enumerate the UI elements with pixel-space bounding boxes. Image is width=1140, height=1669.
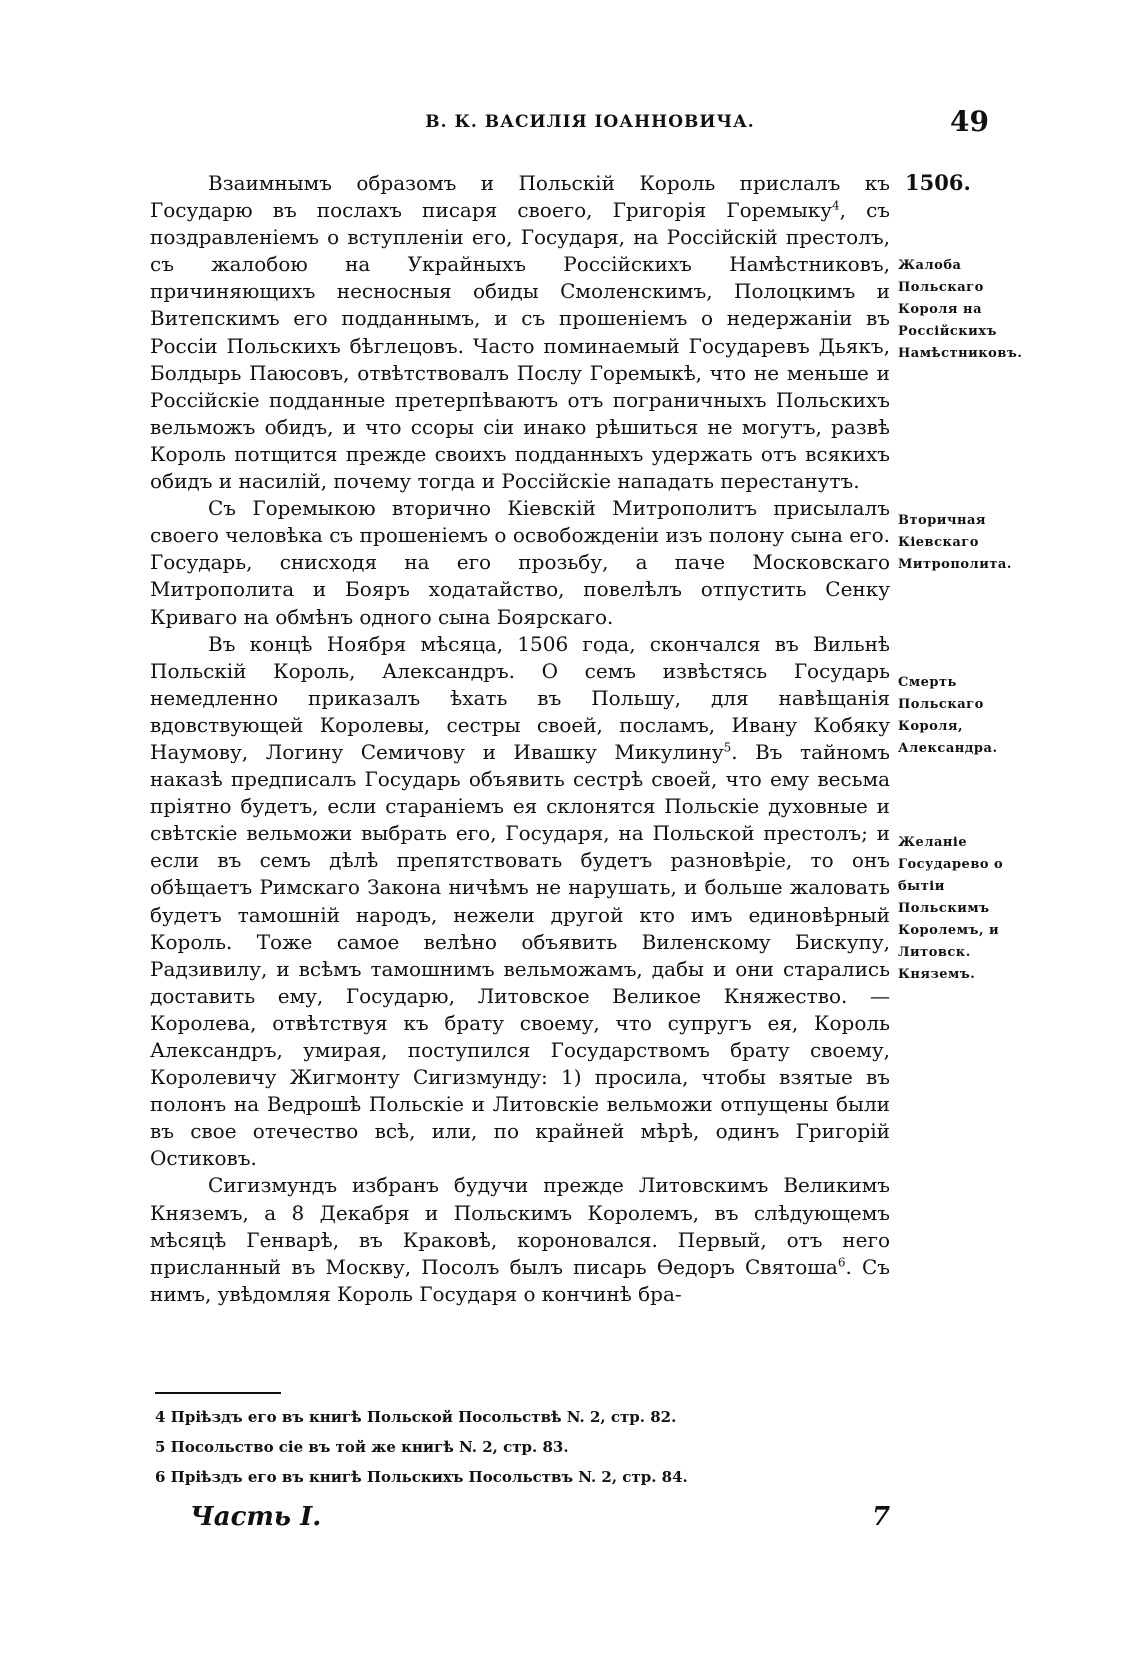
- page-number: 49: [950, 105, 989, 138]
- side-note: Вторичная Кіевскаго Митрополита.: [898, 513, 1012, 572]
- side-note: Смерть Польскаго Короля, Александра.: [898, 675, 998, 756]
- paragraph: Взаимнымъ образомъ и Польскій Король прислалъ къ Государю въ послахъ писаря своего, Григорія Горемыку$^4$, съ поздравленіемъ о вступленіи его, Государя, на Россійскій престолъ, съ жалобою на Украйныхъ Россійскихъ Намѣстниковъ, причиняющихъ несносныя обиды Смоленскимъ, Полоцкимъ и Витепскимъ его подданнымъ, и съ прошеніемъ о недержаніи въ Россіи Польскихъ бѣглецовъ. Часто поминаемый Государевъ Дьякъ, Болдырь Паюсовъ, отвѣтствовалъ Послу Горемыкѣ, что не меньше и Россійскіе подданные претерпѣваютъ отъ пограничныхъ Польскихъ вельможъ обидъ, и что ссоры сіи инако рѣшиться не могутъ, развѣ Король потщится прежде своихъ подданныхъ удержать отъ всякихъ обидъ и насилій, почему тогда и Россійскіе нападать перестанутъ.: [150, 171, 890, 494]
- footnote-ref: 5: [723, 740, 732, 755]
- paragraph: Сигизмундъ избранъ будучи прежде Литовскимъ Великимъ Княземъ, а 8 Декабря и Польскимъ Королемъ, въ слѣдующемъ мѣсяцѣ Генварѣ, въ Краковѣ, короновался. Первый, отъ него присланный въ Москву, Посолъ былъ писарь Ѳедоръ Святоша$^6$. Съ нимъ, увѣдомляя Король Государя о кончинѣ бра-: [150, 1173, 890, 1306]
- footnote-ref: 6: [837, 1255, 846, 1270]
- footnote-ref: 4: [832, 198, 840, 213]
- signature-mark: Часть I.: [190, 1502, 322, 1532]
- footnote: 6 Пріѣздъ его въ книгѣ Польскихъ Посольствъ N. 2, стр. 84.: [155, 1468, 688, 1486]
- footnote-rule: [155, 1392, 281, 1394]
- footnote: 4 Пріѣздъ его въ книгѣ Польской Посольствѣ N. 2, стр. 82.: [155, 1408, 677, 1426]
- footnote: 5 Посольство сіе въ той же книгѣ N. 2, стр. 83.: [155, 1438, 569, 1456]
- main-text: [150, 170, 890, 1308]
- signature-number: 7: [872, 1502, 891, 1532]
- side-note: Жалоба Польскаго Короля на Россійскихъ Намѣстниковъ.: [898, 258, 1023, 361]
- side-note: Желаніе Государево о бытіи Польскимъ Королемъ, и Литовск. Княземъ.: [898, 835, 1004, 982]
- running-head: В. К. ВАСИЛІЯ ІОАННОВИЧА.: [425, 112, 755, 132]
- paragraph: Въ концѣ Ноября мѣсяца, 1506 года, скончался въ Вильнѣ Польскій Король, Александръ. О семъ извѣстясь Государь немедленно приказалъ ѣхать въ Польшу, для навѣщанія вдовствующей Королевы, сестры своей, посламъ, Ивану Кобяку Наумову, Логину Семичову и Ивашку Микулину$^5$. Въ тайномъ наказѣ предписалъ Государь объявить сестрѣ своей, что ему весьма пріятно будетъ, если стараніемъ ея склонятся Польскіе духовные и свѣтскіе вельможи выбрать его, Государя, на Польской престолъ; и если въ семъ дѣлѣ препятствовать будетъ разновѣріе, то онъ обѣщаетъ Римскаго Закона ничѣмъ не нарушать, и больше жаловать будетъ тамошній народъ, нежели другой кто имъ единовѣрный Король. Тоже самое велѣно объявить Виленскому Бискупу, Радзивилу, и всѣмъ тамошнимъ вельможамъ, дабы и они старались доставить ему, Государю, Литовское Великое Княжество. — Королева, отвѣтствуя къ брату своему, что супругъ ея, Король Александръ, умирая, поступился Государствомъ брату своему, Королевичу Жигмонту Сигизмунду: 1) просила, чтобы взятые въ полонъ на Ведрошѣ Польскіе и Литовскіе вельможи отпущены были въ свое отечество всѣ, или, по крайней мѣрѣ, одинъ Григорій Остиковъ.: [150, 631, 891, 1171]
- paragraph: Съ Горемыкою вторично Кіевскій Митрополитъ присылалъ своего человѣка съ прошеніемъ о освобожденіи изъ полону сына его. Государь, снисходя на его прозьбу, а паче Московскаго Митрополита и Бояръ ходатайство, повелѣлъ отпустить Сенку Криваго на обмѣнъ одного сына Боярскаго.: [150, 496, 890, 629]
- margin-year: 1506.: [905, 170, 971, 195]
